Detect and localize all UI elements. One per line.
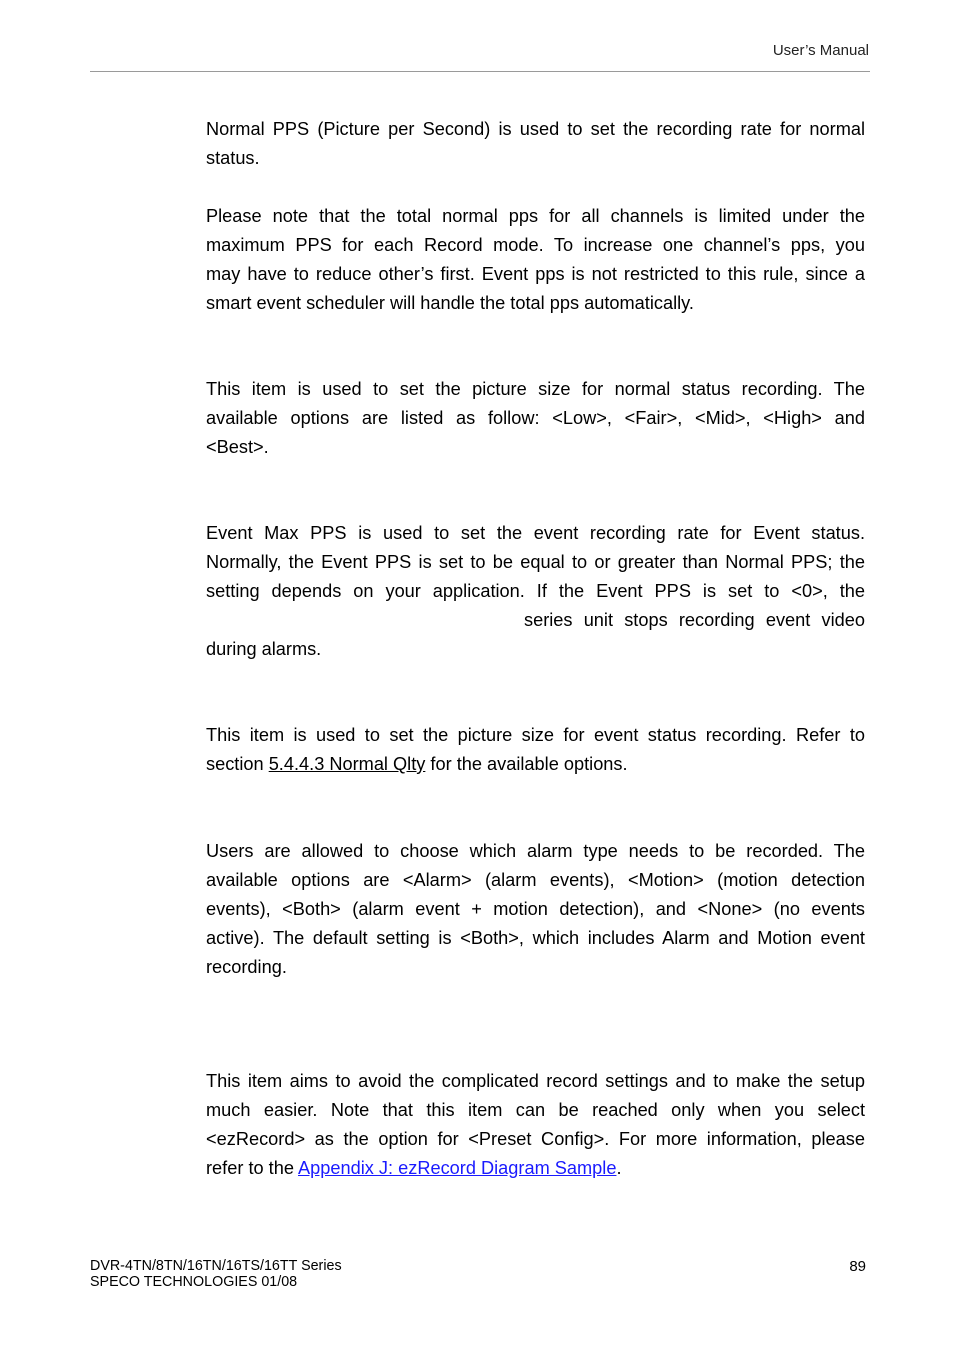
- text-line: This item aims to avoid the complicated record settings and to make the setup: [206, 1071, 865, 1091]
- text-fragment: refer to the: [206, 1158, 299, 1178]
- text-line: may have to reduce other’s first. Event pps is not restricted to this rule, since a: [206, 264, 865, 284]
- paragraph-event-quality: [206, 721, 865, 779]
- text-line: series unit stops recording event video: [524, 610, 865, 630]
- text-line: recording.: [206, 957, 287, 977]
- text-line: maximum PPS for each Record mode. To increase one channel’s pps, you: [206, 235, 865, 255]
- text-line: Normally, the Event PPS is set to be equal to or greater than Normal PPS; the: [206, 552, 865, 572]
- text-line: Please note that the total normal pps for all channels is limited under the: [206, 206, 865, 226]
- paragraph-pps-note: [206, 202, 865, 318]
- header-divider: [90, 71, 870, 72]
- header-title: User’s Manual: [772, 42, 869, 59]
- text-line: status.: [206, 148, 260, 168]
- text-line: available options are <Alarm> (alarm events), <Motion> (motion detection: [206, 870, 865, 890]
- text-line: <ezRecord> as the option for <Preset Config>. For more information, please: [206, 1129, 865, 1149]
- text-line: setting depends on your application. If the Event PPS is set to <0>, the: [206, 581, 865, 601]
- text-fragment: .: [616, 1158, 622, 1178]
- text-line: This item is used to set the picture size for normal status recording. The: [206, 379, 865, 399]
- paragraph-normal-pps: [206, 115, 865, 173]
- text-line: available options are listed as follow: <Low>, <Fair>, <Mid>, <High> and: [206, 408, 865, 428]
- footer-company: SPECO TECHNOLOGIES 01/08: [90, 1274, 298, 1290]
- footer-left: [90, 1258, 342, 1290]
- footer-model: DVR-4TN/8TN/16TN/16TS/16TT Series: [90, 1258, 342, 1274]
- text-line: smart event scheduler will handle the total pps automatically.: [206, 293, 694, 313]
- text-line: Event Max PPS is used to set the event recording rate for Event status.: [206, 523, 865, 543]
- paragraph-ezrecord: [206, 1067, 865, 1183]
- page-number: 89: [849, 1258, 866, 1275]
- text-line: active). The default setting is <Both>, which includes Alarm and Motion event: [206, 928, 865, 948]
- text-fragment: for the available options.: [425, 754, 628, 774]
- text-line: Users are allowed to choose which alarm type needs to be recorded. The: [206, 841, 865, 861]
- text-line: [206, 1154, 865, 1183]
- text-line: much easier. Note that this item can be reached only when you select: [206, 1100, 865, 1120]
- text-line: Normal PPS (Picture per Second) is used to set the recording rate for normal: [206, 119, 865, 139]
- text-line: <Best>.: [206, 437, 269, 457]
- section-reference: 5.4.4.3 Normal Qlty: [268, 754, 426, 774]
- appendix-j-link[interactable]: Appendix J: ezRecord Diagram Sample: [298, 1158, 617, 1178]
- text-line: [206, 750, 865, 779]
- paragraph-normal-quality: [206, 375, 865, 462]
- text-line: events), <Both> (alarm event + motion detection), and <None> (no events: [206, 899, 865, 919]
- text-line: This item is used to set the picture size for event status recording. Refer to: [206, 725, 865, 745]
- text-fragment: section: [206, 754, 269, 774]
- text-line: during alarms.: [206, 639, 322, 659]
- paragraph-alarm-type: [206, 837, 865, 982]
- paragraph-event-max-pps: [206, 519, 865, 664]
